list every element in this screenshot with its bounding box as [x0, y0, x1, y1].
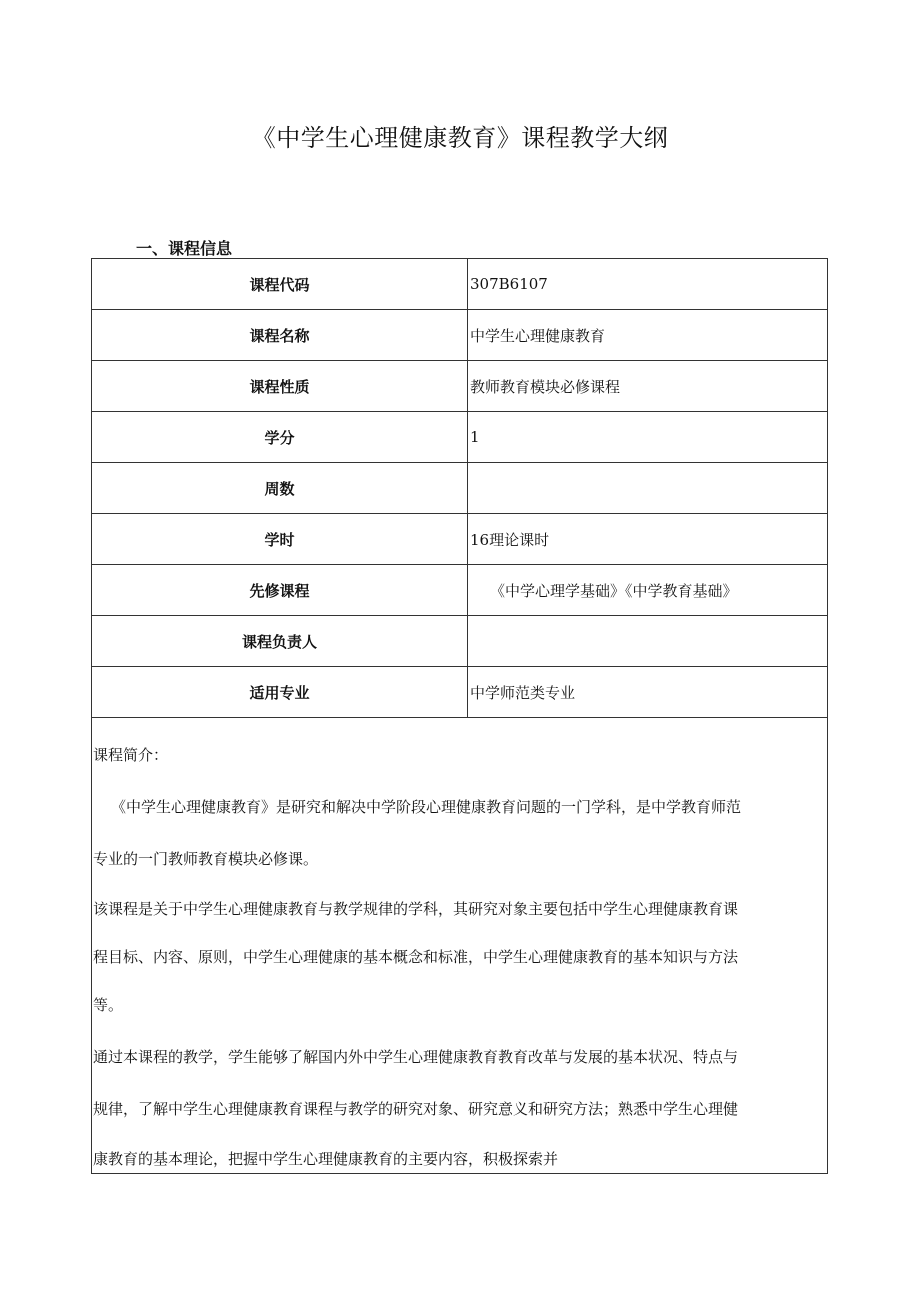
row-value-prerequisites: 《中学心理学基础》《中学教育基础》	[468, 565, 828, 616]
intro-line-5: 等。	[93, 996, 124, 1014]
row-label-applicable-major: 适用专业	[92, 667, 468, 718]
section-heading-course-info: 一、课程信息	[136, 239, 233, 258]
intro-line-3: 该课程是关于中学生心理健康教育与教学规律的学科，其研究对象主要包括中学生心理健康教育课	[93, 900, 739, 918]
course-info-table	[91, 258, 828, 718]
table-row	[92, 667, 828, 718]
intro-line-2: 专业的一门教师教育模块必修课。	[93, 850, 319, 868]
row-value-weeks	[468, 463, 828, 514]
row-label-prerequisites: 先修课程	[92, 565, 468, 616]
row-label-course-nature: 课程性质	[92, 361, 468, 412]
table-row	[92, 616, 828, 667]
intro-line-6: 通过本课程的教学，学生能够了解国内外中学生心理健康教育教育改革与发展的基本状况、特点与	[93, 1048, 739, 1066]
row-label-hours: 学时	[92, 514, 468, 565]
table-row	[92, 412, 828, 463]
table-row	[92, 259, 828, 310]
row-value-course-code: 307B6107	[468, 259, 828, 310]
table-row	[92, 310, 828, 361]
row-value-credits: 1	[468, 412, 828, 463]
row-label-credits: 学分	[92, 412, 468, 463]
table-row	[92, 361, 828, 412]
intro-line-1: 《中学生心理健康教育》是研究和解决中学阶段心理健康教育问题的一门学科，是中学教育师范	[111, 798, 742, 816]
row-label-weeks: 周数	[92, 463, 468, 514]
row-label-course-name: 课程名称	[92, 310, 468, 361]
row-value-course-name: 中学生心理健康教育	[468, 310, 828, 361]
row-label-course-code: 课程代码	[92, 259, 468, 310]
intro-line-7: 规律，了解中学生心理健康教育课程与教学的研究对象、研究意义和研究方法；熟悉中学生心理健	[93, 1100, 739, 1118]
document-title: 《中学生心理健康教育》课程教学大纲	[251, 124, 669, 152]
row-value-course-lead	[468, 616, 828, 667]
course-intro-label: 课程简介：	[93, 746, 169, 764]
table-row	[92, 514, 828, 565]
row-label-course-lead: 课程负责人	[92, 616, 468, 667]
row-value-hours: 16理论课时	[468, 514, 828, 565]
course-intro-box	[91, 718, 828, 1174]
row-value-course-nature: 教师教育模块必修课程	[468, 361, 828, 412]
table-row	[92, 565, 828, 616]
row-value-applicable-major: 中学师范类专业	[468, 667, 828, 718]
table-row	[92, 463, 828, 514]
intro-line-4: 程目标、内容、原则，中学生心理健康的基本概念和标准，中学生心理健康教育的基本知识与方法	[93, 948, 739, 966]
intro-line-8: 康教育的基本理论，把握中学生心理健康教育的主要内容，积极探索并	[93, 1150, 559, 1168]
